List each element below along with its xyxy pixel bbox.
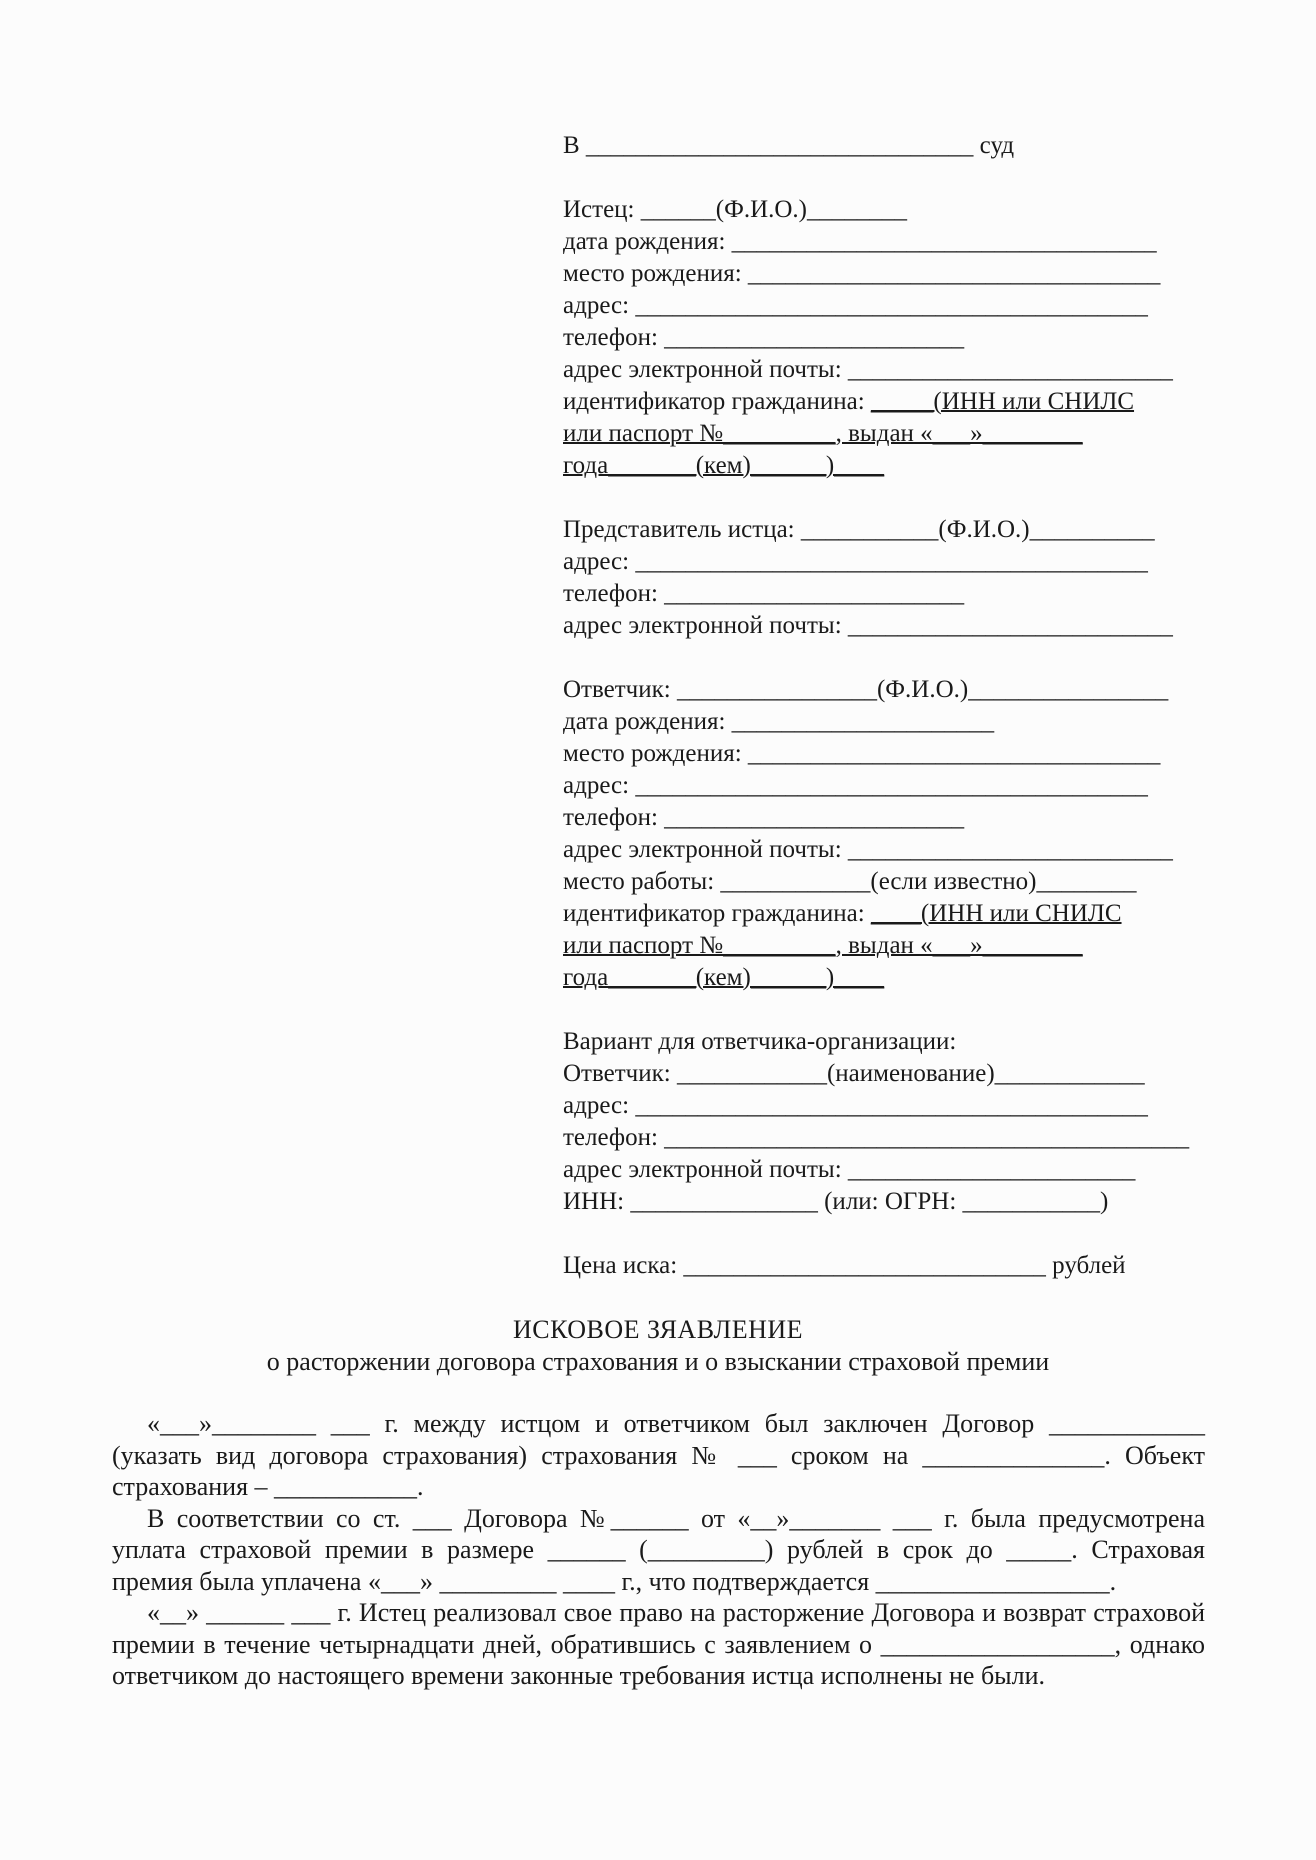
form-line xyxy=(563,1186,1256,1218)
form-line xyxy=(563,706,1256,738)
form-line xyxy=(563,898,1256,930)
form-line xyxy=(563,1122,1256,1154)
body-paragraph: «___»________ ___ г. между истцом и ответчиком был заключен Договор ____________ (указать вид договора страхования) страхования № ___ сроком на ______________. Объект страхования – ___________. xyxy=(112,1409,1205,1501)
text-segment: Ответчик: ____________(наименование)____________ xyxy=(563,1060,1145,1087)
form-line xyxy=(563,290,1256,322)
form-section-court xyxy=(563,130,1256,162)
form-line xyxy=(563,930,1256,962)
form-line xyxy=(563,546,1256,578)
form-line xyxy=(563,226,1256,258)
text-segment: адрес электронной почты: _______________________ xyxy=(563,1156,1136,1183)
form-line xyxy=(563,322,1256,354)
underlined-segment: или паспорт №_________, выдан «___»________ xyxy=(563,932,1083,959)
form-line xyxy=(563,386,1256,418)
form-line xyxy=(563,834,1256,866)
form-section-plaintiff xyxy=(563,194,1256,482)
text-segment: телефон: ________________________ xyxy=(563,580,965,607)
text-segment: идентификатор гражданина: xyxy=(563,900,871,927)
form-line xyxy=(563,738,1256,770)
text-segment: дата рождения: __________________________________ xyxy=(563,228,1157,255)
underlined-segment: года_______(кем)______)____ xyxy=(563,452,885,479)
underlined-segment: ____(ИНН или СНИЛС xyxy=(870,900,1122,927)
form-line xyxy=(563,802,1256,834)
form-line xyxy=(563,1250,1256,1282)
form-section-defendant xyxy=(563,674,1256,994)
form-line xyxy=(563,450,1256,482)
form-line xyxy=(563,1058,1256,1090)
underlined-segment: _____(ИНН или СНИЛС xyxy=(870,388,1135,415)
document-subtitle: о расторжении договора страхования и о взыскании страховой премии xyxy=(266,1347,1050,1376)
document-title: ИСКОВОЕ ЗЯАВЛЕНИЕ xyxy=(512,1315,804,1344)
form-line xyxy=(563,258,1256,290)
underlined-segment: года_______(кем)______)____ xyxy=(563,964,885,991)
form-line xyxy=(563,578,1256,610)
text-segment: место рождения: _________________________________ xyxy=(563,260,1161,287)
text-segment: ИНН: _______________ (или: ОГРН: ___________) xyxy=(563,1188,1109,1215)
text-segment: адрес: _________________________________________ xyxy=(563,292,1148,319)
form-section-defendant-organization xyxy=(563,1026,1256,1218)
text-segment: адрес: _________________________________________ xyxy=(563,772,1148,799)
form-line xyxy=(563,130,1256,162)
form-line xyxy=(563,1026,1256,1058)
text-segment: адрес: _________________________________________ xyxy=(563,548,1148,575)
form-section-representative xyxy=(563,514,1256,642)
form-line xyxy=(563,866,1256,898)
underlined-segment: или паспорт №_________, выдан «___»________ xyxy=(563,420,1083,447)
text-segment: телефон: __________________________________________ xyxy=(563,1124,1190,1151)
body-paragraph: «__» ______ ___ г. Истец реализовал свое право на расторжение Договора и возврат страховой премии в течение четырнадцати дней, обратившись с заявлением о __________________, однако ответчиком до настоящего времени законные требования истца исполнены не были. xyxy=(112,1598,1205,1690)
text-segment: Вариант для ответчика-организации: xyxy=(563,1028,957,1055)
text-segment: адрес: _________________________________________ xyxy=(563,1092,1148,1119)
form-line xyxy=(563,514,1256,546)
form-line xyxy=(563,1154,1256,1186)
document-body xyxy=(112,1408,1205,1692)
form-line xyxy=(563,1090,1256,1122)
text-segment: Представитель истца: ___________(Ф.И.О.)__________ xyxy=(563,516,1155,543)
text-segment: Цена иска: _____________________________ рублей xyxy=(563,1252,1126,1279)
text-segment: дата рождения: _____________________ xyxy=(563,708,995,735)
body-paragraph: В соответствии со ст. ___ Договора №______ от «__»_______ ___ г. была предусмотрена уплата страховой премии в размере ______ (_________) рублей в срок до _____. Страховая премия была уплачена «___» _________ ____ г., что подтверждается __________________. xyxy=(112,1503,1205,1596)
form-line xyxy=(563,354,1256,386)
form-line xyxy=(563,194,1256,226)
court-header-block xyxy=(563,130,1256,1282)
text-segment: Ответчик: ________________(Ф.И.О.)________________ xyxy=(563,676,1169,703)
text-segment: место работы: ____________(если известно)________ xyxy=(563,868,1137,895)
form-line xyxy=(563,418,1256,450)
text-segment: идентификатор гражданина: xyxy=(563,388,871,415)
text-segment: адрес электронной почты: __________________________ xyxy=(563,836,1173,863)
form-line xyxy=(563,962,1256,994)
text-segment: телефон: ________________________ xyxy=(563,324,965,351)
form-section-claim-price xyxy=(563,1250,1256,1282)
form-line xyxy=(563,610,1256,642)
text-segment: адрес электронной почты: __________________________ xyxy=(563,612,1173,639)
text-segment: В _______________________________ суд xyxy=(563,132,1015,159)
text-segment: адрес электронной почты: __________________________ xyxy=(563,356,1173,383)
text-segment: телефон: ________________________ xyxy=(563,804,965,831)
form-line xyxy=(563,674,1256,706)
form-line xyxy=(563,770,1256,802)
text-segment: место рождения: _________________________________ xyxy=(563,740,1161,767)
text-segment: Истец: ______(Ф.И.О.)________ xyxy=(563,196,908,223)
